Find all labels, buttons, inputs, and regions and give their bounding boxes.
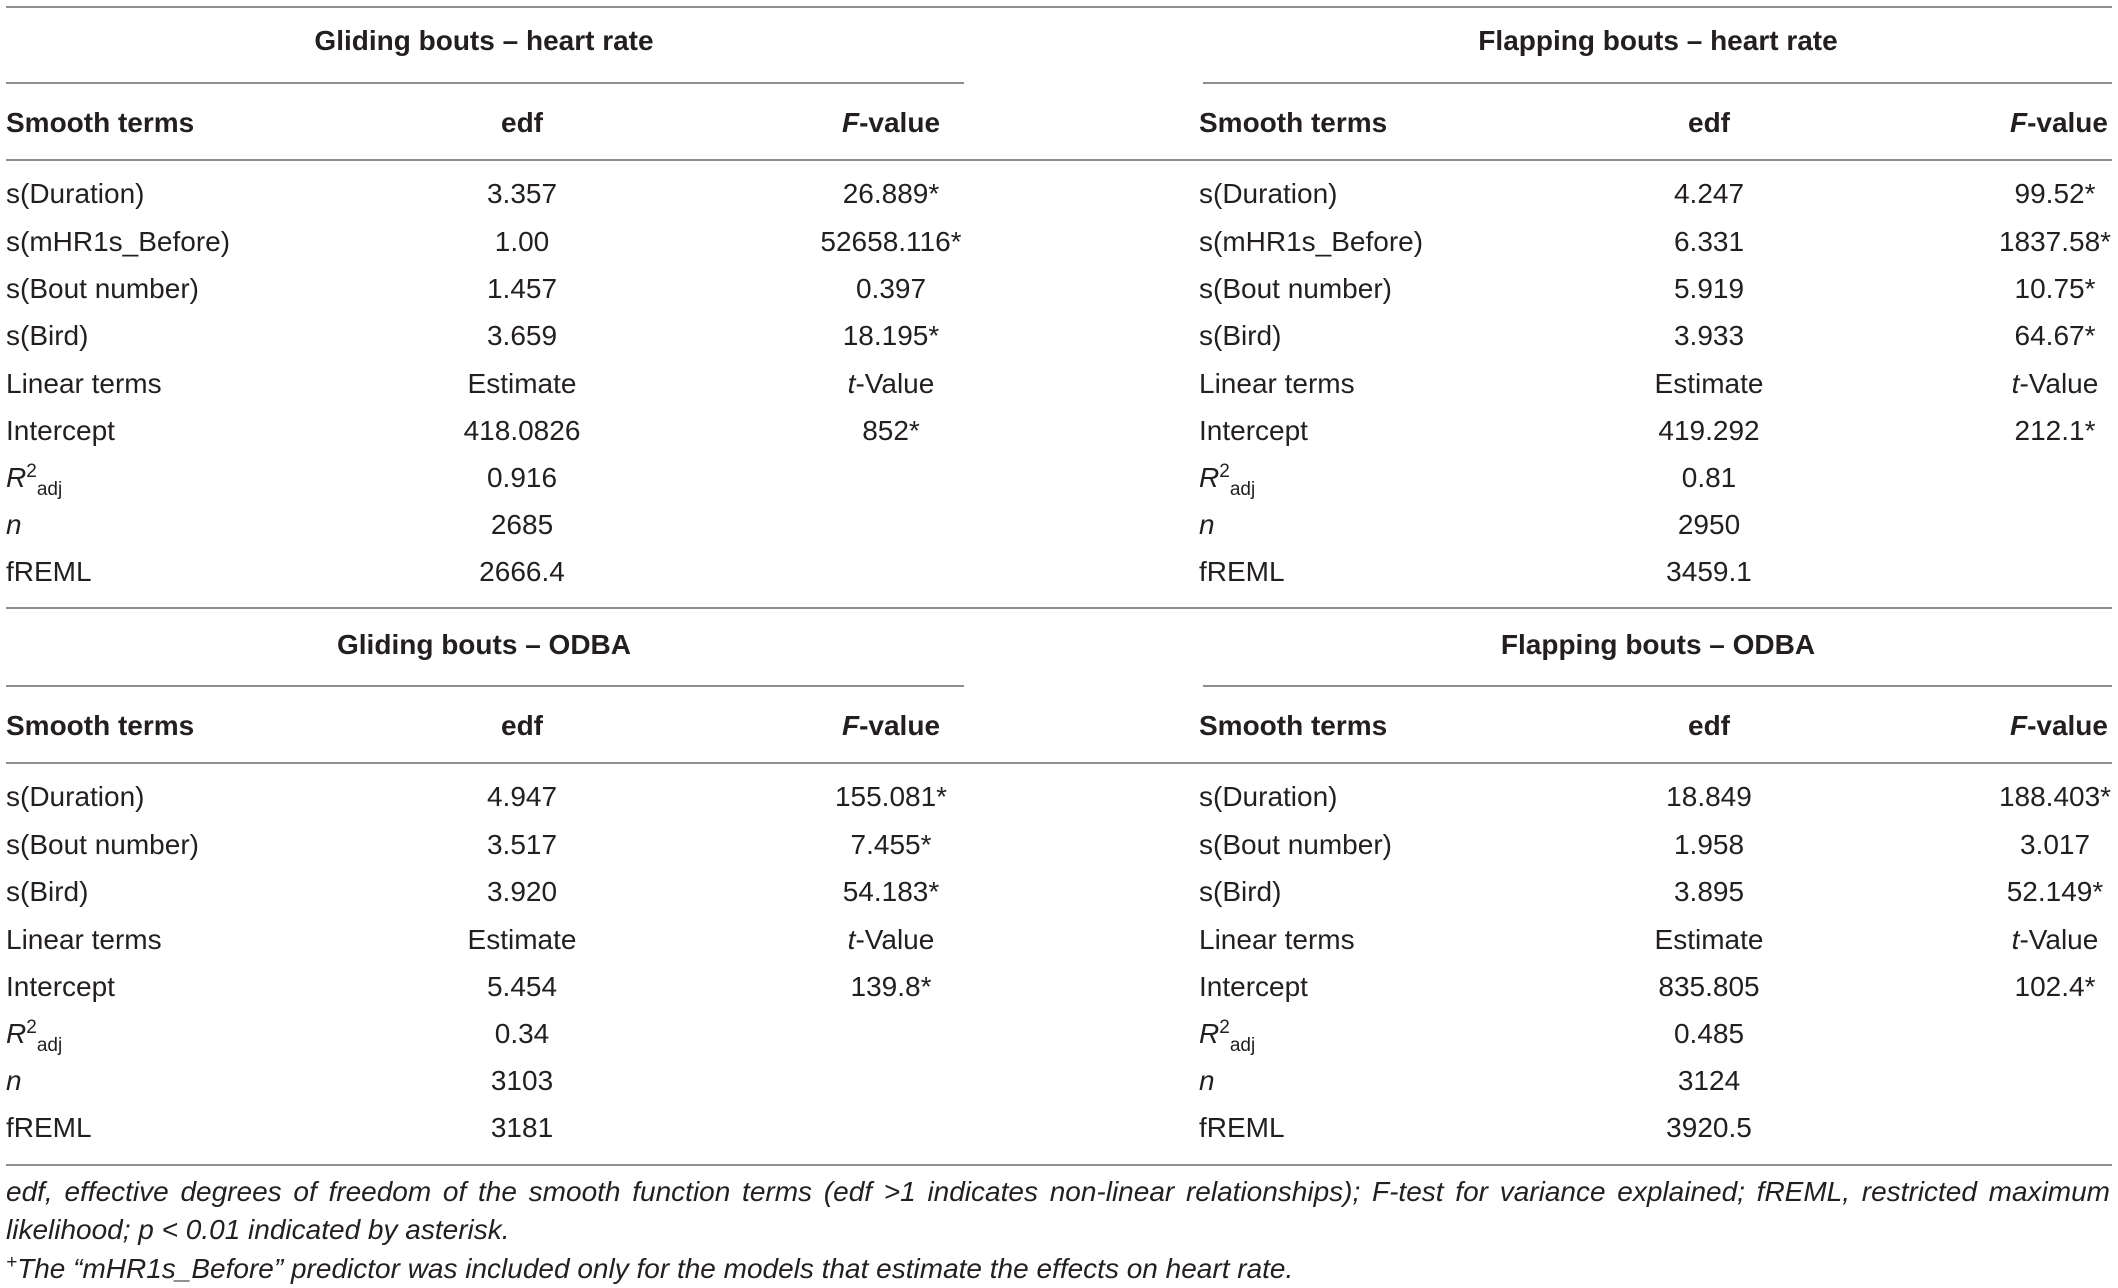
panel-title: Flapping bouts – ODBA bbox=[1500, 629, 1816, 660]
t-value-label: t-Value bbox=[847, 368, 935, 399]
linear-terms-label: Linear terms bbox=[1199, 924, 1355, 955]
r2-adj-value: 0.485 bbox=[1673, 1018, 1745, 1049]
t-value-label: t-Value bbox=[2011, 368, 2099, 399]
intercept-label: Intercept bbox=[1199, 415, 1308, 446]
row-f-value: 155.081* bbox=[834, 781, 948, 812]
freml-label: fREML bbox=[6, 1112, 92, 1143]
row-f-value: 0.397 bbox=[855, 273, 927, 304]
r2-adj-value: 0.81 bbox=[1681, 462, 1737, 493]
row-label: s(Bout number) bbox=[1199, 273, 1392, 304]
title-underline-glide-odba bbox=[6, 685, 964, 687]
freml-label: fREML bbox=[1199, 556, 1285, 587]
intercept-t-value: 102.4* bbox=[2014, 971, 2096, 1002]
row-edf: 3.920 bbox=[486, 876, 558, 907]
row-f-value: 26.889* bbox=[842, 178, 940, 209]
n-value: 2685 bbox=[490, 509, 554, 540]
row-label: s(Bird) bbox=[1199, 876, 1282, 907]
header-edf: edf bbox=[501, 107, 543, 138]
r2-adj-label: $R^2_{adj}$ bbox=[6, 461, 63, 500]
footnote-abbreviations: edf, effective degrees of freedom of the smooth function terms (edf >1 indicates non-linear relationships); F-test for variance explained; fREML, restricted maximum likelihood; p < 0.01 indicated by asterisk. bbox=[6, 1176, 2110, 1245]
freml-value: 3459.1 bbox=[1666, 556, 1752, 587]
header-rule-top bbox=[6, 159, 2112, 161]
intercept-label: Intercept bbox=[1199, 971, 1308, 1002]
intercept-estimate: 418.0826 bbox=[463, 415, 581, 446]
row-edf: 1.00 bbox=[494, 226, 550, 257]
linear-terms-label: Linear terms bbox=[6, 924, 162, 955]
freml-label: fREML bbox=[1199, 1112, 1285, 1143]
row-label: s(Bird) bbox=[1199, 320, 1282, 351]
estimate-label: Estimate bbox=[467, 924, 577, 955]
panel-title: Gliding bouts – ODBA bbox=[337, 629, 631, 660]
n-label: n bbox=[6, 1065, 22, 1096]
footnote-predictor: +The “mHR1s_Before” predictor was included only for the models that estimate the effects on heart rate. bbox=[6, 1252, 1294, 1284]
freml-value: 2666.4 bbox=[479, 556, 565, 587]
intercept-label: Intercept bbox=[6, 971, 115, 1002]
row-edf: 1.457 bbox=[486, 273, 558, 304]
header-rule-bottom bbox=[6, 762, 2112, 764]
row-label: s(mHR1s_Before) bbox=[6, 226, 231, 257]
n-label: n bbox=[1199, 1065, 1215, 1096]
intercept-estimate: 419.292 bbox=[1658, 415, 1760, 446]
row-edf: 18.849 bbox=[1666, 781, 1752, 812]
estimate-label: Estimate bbox=[1654, 924, 1764, 955]
row-f-value: 188.403* bbox=[1998, 781, 2112, 812]
row-label: s(Bout number) bbox=[6, 829, 199, 860]
row-f-value: 64.67* bbox=[2014, 320, 2096, 351]
row-label: s(Duration) bbox=[1199, 781, 1338, 812]
row-edf: 4.247 bbox=[1673, 178, 1745, 209]
row-edf: 3.895 bbox=[1673, 876, 1745, 907]
intercept-t-value: 852* bbox=[862, 415, 920, 446]
r2-adj-label: $R^2_{adj}$ bbox=[6, 1017, 63, 1056]
row-f-value: 52.149* bbox=[2006, 876, 2104, 907]
n-label: n bbox=[1199, 509, 1215, 540]
row-label: s(Bout number) bbox=[1199, 829, 1392, 860]
r2-adj-value: 0.34 bbox=[494, 1018, 550, 1049]
row-edf: 5.919 bbox=[1673, 273, 1745, 304]
row-f-value: 52658.116* bbox=[820, 226, 962, 257]
row-edf: 3.659 bbox=[486, 320, 558, 351]
header-smooth-terms: Smooth terms bbox=[6, 107, 195, 138]
row-f-value: 3.017 bbox=[2019, 829, 2091, 860]
panel-title: Flapping bouts – heart rate bbox=[1478, 25, 1838, 56]
row-label: s(Duration) bbox=[1199, 178, 1338, 209]
intercept-t-value: 212.1* bbox=[2014, 415, 2096, 446]
row-edf: 6.331 bbox=[1673, 226, 1745, 257]
header-edf: edf bbox=[1688, 107, 1730, 138]
row-edf: 4.947 bbox=[486, 781, 558, 812]
row-f-value: 1837.58* bbox=[1998, 226, 2112, 257]
intercept-t-value: 139.8* bbox=[850, 971, 932, 1002]
estimate-label: Estimate bbox=[467, 368, 577, 399]
t-value-label: t-Value bbox=[2011, 924, 2099, 955]
r2-adj-label: $R^2_{adj}$ bbox=[1199, 461, 1256, 500]
title-underline-glide-hr bbox=[6, 82, 964, 84]
freml-label: fREML bbox=[6, 556, 92, 587]
r2-adj-value: 0.916 bbox=[486, 462, 558, 493]
header-smooth-terms: Smooth terms bbox=[6, 710, 195, 741]
header-f-value: F-value bbox=[2009, 710, 2108, 741]
panel-title: Gliding bouts – heart rate bbox=[314, 25, 654, 56]
linear-terms-label: Linear terms bbox=[6, 368, 162, 399]
bottom-rule bbox=[6, 1164, 2112, 1166]
header-f-value: F-value bbox=[841, 710, 941, 741]
t-value-label: t-Value bbox=[847, 924, 935, 955]
header-smooth-terms: Smooth terms bbox=[1199, 710, 1388, 741]
linear-terms-label: Linear terms bbox=[1199, 368, 1355, 399]
row-label: s(Bird) bbox=[6, 320, 89, 351]
header-edf: edf bbox=[501, 710, 543, 741]
freml-value: 3920.5 bbox=[1666, 1112, 1752, 1143]
row-label: s(Bird) bbox=[6, 876, 89, 907]
n-value: 2950 bbox=[1677, 509, 1741, 540]
row-label: s(Duration) bbox=[6, 781, 145, 812]
row-edf: 3.517 bbox=[486, 829, 558, 860]
intercept-estimate: 835.805 bbox=[1658, 971, 1760, 1002]
section-divider bbox=[6, 607, 2112, 609]
n-label: n bbox=[6, 509, 22, 540]
intercept-estimate: 5.454 bbox=[486, 971, 558, 1002]
row-f-value: 10.75* bbox=[2014, 273, 2096, 304]
row-label: s(Bout number) bbox=[6, 273, 199, 304]
row-f-value: 7.455* bbox=[850, 829, 932, 860]
r2-adj-label: $R^2_{adj}$ bbox=[1199, 1017, 1256, 1056]
intercept-label: Intercept bbox=[6, 415, 115, 446]
top-rule bbox=[6, 6, 2112, 8]
row-edf: 3.933 bbox=[1673, 320, 1745, 351]
n-value: 3124 bbox=[1677, 1065, 1741, 1096]
row-edf: 1.958 bbox=[1673, 829, 1745, 860]
title-underline-flap-odba bbox=[1203, 685, 2112, 687]
header-edf: edf bbox=[1688, 710, 1730, 741]
row-f-value: 54.183* bbox=[842, 876, 940, 907]
n-value: 3103 bbox=[490, 1065, 554, 1096]
title-underline-flap-hr bbox=[1203, 82, 2112, 84]
row-f-value: 99.52* bbox=[2014, 178, 2096, 209]
header-f-value: F-value bbox=[2009, 107, 2108, 138]
header-smooth-terms: Smooth terms bbox=[1199, 107, 1388, 138]
row-edf: 3.357 bbox=[486, 178, 558, 209]
estimate-label: Estimate bbox=[1654, 368, 1764, 399]
header-f-value: F-value bbox=[841, 107, 941, 138]
row-label: s(mHR1s_Before) bbox=[1199, 226, 1424, 257]
row-label: s(Duration) bbox=[6, 178, 145, 209]
row-f-value: 18.195* bbox=[842, 320, 940, 351]
freml-value: 3181 bbox=[490, 1112, 554, 1143]
